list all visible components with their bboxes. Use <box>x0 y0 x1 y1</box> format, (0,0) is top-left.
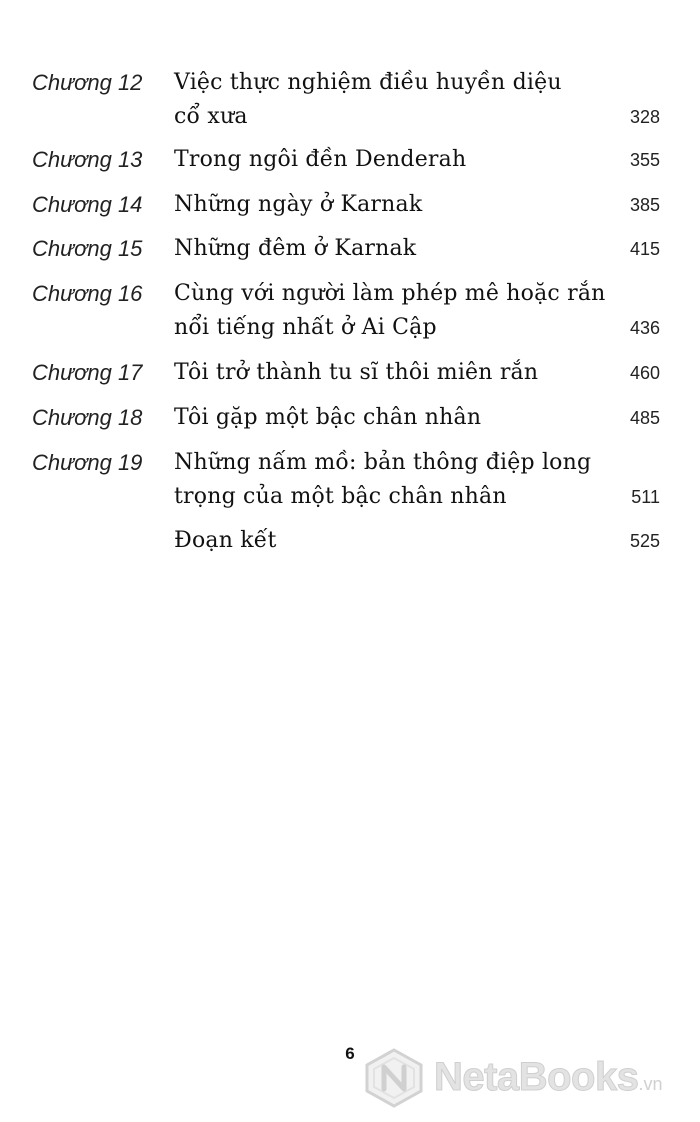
chapter-title-line: Việc thực nghiệm điều huyền diệu <box>174 70 562 95</box>
chapter-title <box>174 143 614 177</box>
chapter-title-line: Những ngày ở Karnak <box>174 192 423 217</box>
chapter-label: Chương 15 <box>32 236 143 261</box>
chapter-title-line: Trong ngôi đền Denderah <box>174 147 467 172</box>
page-number: 6 <box>345 1044 355 1063</box>
netabooks-logo-icon <box>362 1047 426 1109</box>
chapter-label: Chương 19 <box>32 450 143 475</box>
chapter-title-line: cổ xưa <box>174 104 248 129</box>
page-reference: 485 <box>629 408 660 428</box>
chapter-title-line: Đoạn kết <box>174 528 277 553</box>
chapter-label: Chương 14 <box>32 192 143 217</box>
page-reference: 328 <box>629 107 660 127</box>
netabooks-watermark <box>362 1047 692 1109</box>
chapter-title <box>174 446 614 514</box>
chapter-title-line: Những đêm ở Karnak <box>174 236 417 261</box>
page-reference: 415 <box>629 239 660 259</box>
page-reference: 355 <box>629 150 660 170</box>
chapter-title <box>174 66 614 134</box>
chapter-title <box>174 356 614 390</box>
chapter-label: Chương 13 <box>32 147 143 172</box>
watermark-suffix: .vn <box>638 1074 663 1094</box>
chapter-title-line: Tôi trở thành tu sĩ thôi miên rắn <box>174 360 539 385</box>
chapter-title <box>174 277 614 345</box>
chapter-label: Chương 17 <box>32 360 143 385</box>
chapter-title <box>174 524 614 558</box>
chapter-title <box>174 232 614 266</box>
chapter-label: Chương 12 <box>32 70 143 95</box>
page-reference: 385 <box>629 195 660 215</box>
page-reference: 511 <box>631 487 660 507</box>
chapter-title <box>174 188 614 222</box>
chapter-title-line: Cùng với người làm phép mê hoặc rắn <box>174 281 606 306</box>
page-reference: 436 <box>629 318 660 338</box>
chapter-title-line: Tôi gặp một bậc chân nhân <box>174 405 482 430</box>
watermark-brand: NetaBooks <box>434 1055 639 1099</box>
chapter-title-line: Những nấm mồ: bản thông điệp long <box>174 450 592 475</box>
watermark-text <box>434 1055 662 1100</box>
page-reference: 460 <box>629 363 660 383</box>
chapter-title-line: trọng của một bậc chân nhân <box>174 484 507 509</box>
chapter-label: Chương 16 <box>32 281 143 306</box>
chapter-title-line: nổi tiếng nhất ở Ai Cập <box>174 315 437 340</box>
chapter-label: Chương 18 <box>32 405 143 430</box>
chapter-title <box>174 401 614 435</box>
page-reference: 525 <box>629 531 660 551</box>
